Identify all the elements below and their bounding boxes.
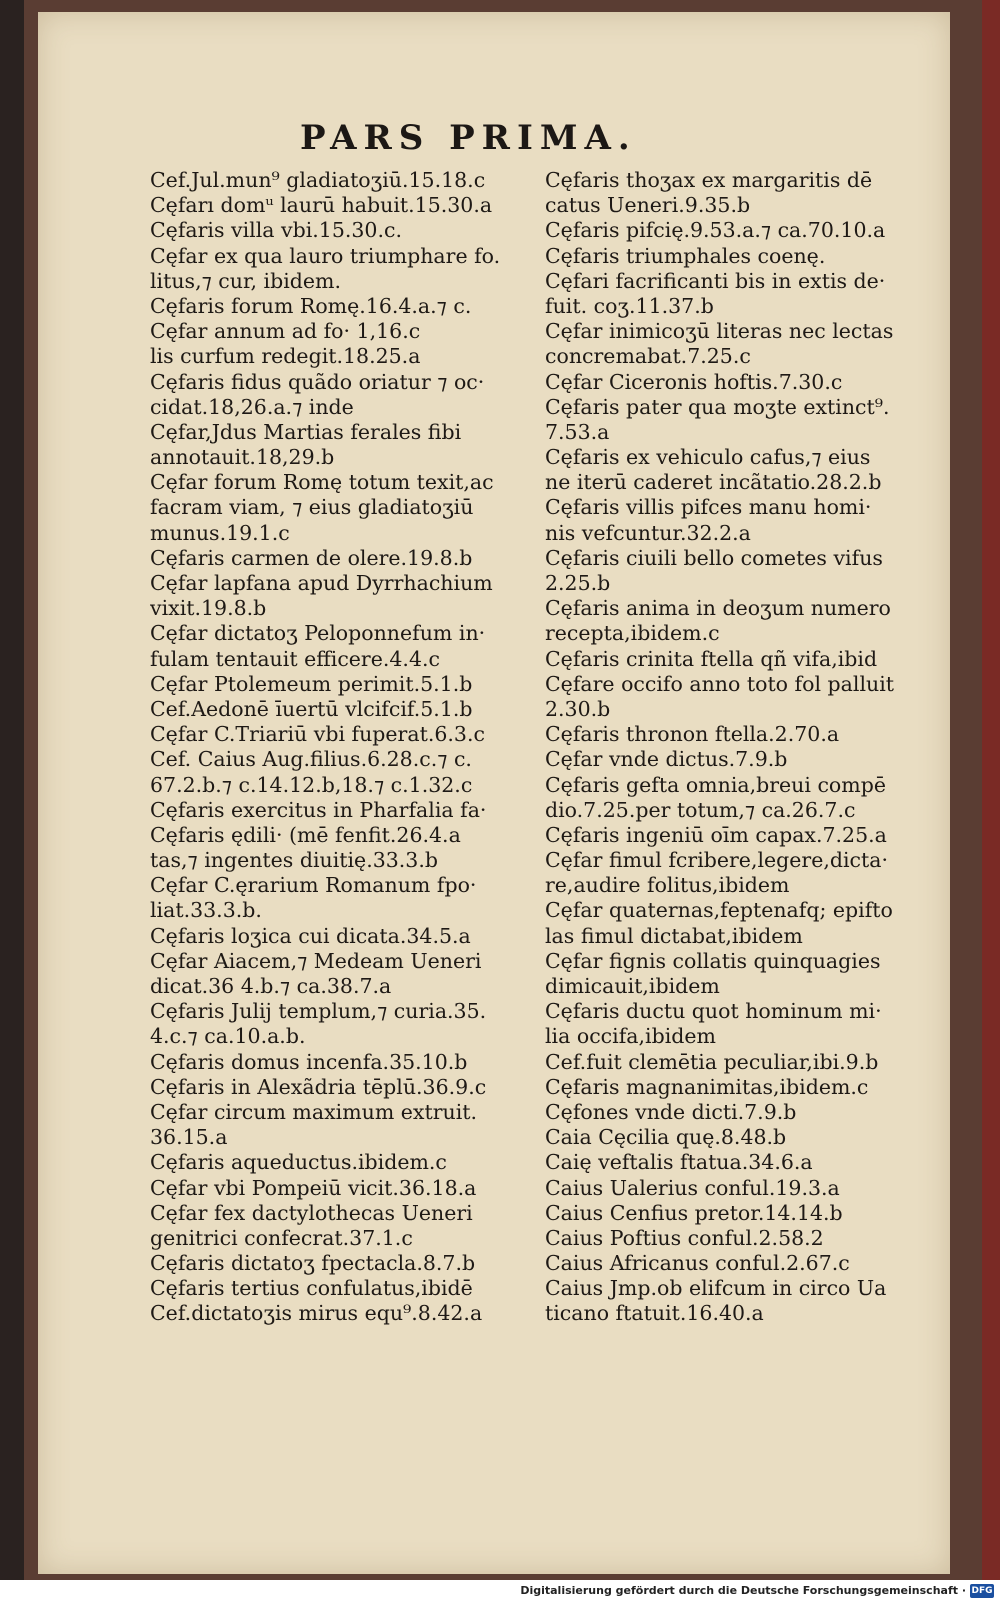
index-entry-line: tas,⁊ ingentes diuitię.33.3.b	[150, 848, 438, 873]
index-entry-line: ne iterū caderet incãtatio.28.2.b	[545, 470, 882, 495]
index-entry-line: Cęfaris ingeniū oīm capax.7.25.a	[545, 822, 887, 847]
index-entry-line: Cęfaris Julij templum,⁊ curia.35.	[150, 999, 487, 1024]
index-entry-line: Cęfar vnde dictus.7.9.b	[545, 747, 788, 772]
index-entry-line: Cęfar quaternas,feptenafq; epifto	[545, 898, 893, 923]
index-entry-line: 2.25.b	[545, 571, 611, 595]
index-entry-line: lis curfum redegit.18.25.a	[150, 344, 421, 369]
index-entry-line: Cef.Aedonē īuertū vlcifcif.5.1.b	[150, 696, 473, 721]
index-entry-line: Cęfar Aiacem,⁊ Medeam Ueneri	[150, 948, 482, 973]
index-entry-line: Cef.fuit clemētia peculiar,ibi.9.b	[545, 1049, 879, 1074]
index-entry-line: fuit. coʒ.11.37.b	[545, 293, 714, 318]
index-entry-line: nis vefcuntur.32.2.a	[545, 520, 751, 545]
index-entry-line: Cęfaris thronon ftella.2.70.a	[545, 722, 840, 747]
index-entry-line: Cęfar circum maximum extruit.	[150, 1099, 478, 1124]
index-column-right	[545, 168, 940, 1327]
index-entry-line: Cęfar fimul fcribere,legere,dicta·	[545, 848, 888, 873]
index-entry-line: Cęfaris gefta omnia,breui compē	[545, 772, 886, 797]
index-entry-line: Cęfaris magnanimitas,ibidem.c	[545, 1074, 869, 1099]
index-entry-line: Cęfaris domus incenfa.35.10.b	[150, 1049, 468, 1074]
index-entry-line: Cęfar fex dactylothecas Ueneri	[150, 1200, 473, 1225]
index-entry-line: Cęfar C.Triariū vbi fuperat.6.3.c	[150, 722, 485, 747]
index-entry-line: Cęfar forum Romę totum texit,ac	[150, 470, 494, 495]
index-entry-line: Cef.Jul.mun⁹ gladiatoʒiū.15.18.c	[150, 168, 486, 192]
index-entry-line: liat.33.3.b.	[150, 898, 262, 923]
index-entry-line: Cęfaris forum Romę.16.4.a.⁊ c.	[150, 293, 472, 318]
funding-credit: Digitalisierung gefördert durch die Deutsche Forschungsgemeinschaft ·	[520, 1584, 966, 1597]
index-entry-line: dicat.36 4.b.⁊ ca.38.7.a	[150, 974, 392, 998]
index-entry-line: dio.7.25.per totum,⁊ ca.26.7.c	[545, 797, 856, 822]
index-entry-line: 4.c.⁊ ca.10.a.b.	[150, 1024, 306, 1049]
index-entry-line: Cęfar C.ęrarium Romanum fpo·	[150, 873, 477, 898]
index-entry-line: Cęfar ex qua lauro triumphare fo.	[150, 243, 501, 268]
index-entry-line: Cęfar,Jdus Martias ferales fibi	[150, 419, 462, 444]
index-entry-line: Cęfar Ciceronis hoftis.7.30.c	[545, 369, 843, 394]
index-entry-line: facram viam, ⁊ eius gladiatoʒiū	[150, 495, 474, 520]
index-entry-line: concremabat.7.25.c	[545, 344, 751, 369]
index-entry-line: litus,⁊ cur, ibidem.	[150, 268, 342, 293]
index-entry-line: Cęfaris thoʒax ex margaritis dē	[545, 168, 873, 192]
index-entry-line: Caius Africanus conful.2.67.c	[545, 1251, 850, 1276]
index-entry-line: Cęfaris in Alexãdria tēplū.36.9.c	[150, 1074, 487, 1099]
footer-bar	[0, 1580, 1000, 1604]
index-entry-line: munus.19.1.c	[150, 520, 290, 545]
index-entry-line: 36.15.a	[150, 1125, 228, 1150]
index-entry-line: recepta,ibidem.c	[545, 621, 720, 646]
index-entry-line: Cęfaris villis pifces manu homi·	[545, 495, 872, 520]
index-entry-line: Caius Jmp.ob elifcum in circo Ua	[545, 1276, 887, 1301]
index-entry-line: Caia Cęcilia quę.8.48.b	[545, 1125, 787, 1150]
index-entry-line: Cef.dictatoʒis mirus equ⁹.8.42.a	[150, 1301, 483, 1326]
index-entry-line: Cęfaris pater qua moʒte extinct⁹.	[545, 394, 890, 419]
index-entry-line: Cęfaris pifcię.9.53.a.⁊ ca.70.10.a	[545, 218, 886, 243]
index-entry-line: Caię veftalis ftatua.34.6.a	[545, 1150, 813, 1175]
index-entry-line: Cęfaris tertius confulatus,ibidē	[150, 1276, 473, 1301]
index-entry-line: Cęfare occifo anno toto fol palluit	[545, 671, 895, 696]
index-entry-line: Cęfar inimicoʒū literas nec lectas	[545, 319, 894, 344]
dfg-logo: DFG	[971, 1586, 993, 1596]
index-entry-line: annotauit.18,29.b	[150, 445, 335, 470]
page-header: PARS PRIMA.	[300, 118, 637, 158]
index-entry-line: Cęfaris dictatoʒ fpectacla.8.7.b	[150, 1251, 476, 1276]
index-entry-line: Cęfar lapfana apud Dyrrhachium	[150, 571, 493, 595]
index-entry-line: Cęfaris ex vehiculo cafus,⁊ eius	[545, 445, 871, 470]
index-column-left	[150, 168, 542, 1327]
index-entry-line: Cęfaris ędili· (mē fenfit.26.4.a	[150, 822, 461, 847]
index-entry-line: las fimul dictabat,ibidem	[545, 923, 803, 948]
index-entry-line: Caius Cenfius pretor.14.14.b	[545, 1200, 843, 1225]
index-entry-line: Cęfaris villa vbi.15.30.c.	[150, 218, 402, 243]
index-entry-line: vixit.19.8.b	[150, 596, 267, 621]
index-entry-line: genitrici confecrat.37.1.c	[150, 1225, 413, 1250]
index-entry-line: Caius Poftius conful.2.58.2	[545, 1225, 824, 1250]
book-edge	[982, 0, 1000, 1580]
index-entry-line: ticano ftatuit.16.40.a	[545, 1301, 764, 1326]
index-entry-line: Cęfaris fidus quãdo oriatur ⁊ oc·	[150, 369, 485, 394]
index-entry-line: Cęfar Ptolemeum perimit.5.1.b	[150, 671, 473, 696]
index-entry-line: dimicauit,ibidem	[545, 974, 720, 998]
index-entry-line: Cęfaris ductu quot hominum mi·	[545, 999, 882, 1024]
index-entry-line: 67.2.b.⁊ c.14.12.b,18.⁊ c.1.32.c	[150, 772, 473, 797]
index-entry-line: Cef. Caius Aug.filius.6.28.c.⁊ c.	[150, 747, 472, 772]
index-entry-line: Cęfaris aqueductus.ibidem.c	[150, 1150, 447, 1175]
index-entry-line: Cęfaris triumphales coenę.	[545, 243, 826, 268]
index-entry-line: fulam tentauit efficere.4.4.c	[150, 646, 440, 671]
index-entry-line: lia occifa,ibidem	[545, 1024, 716, 1049]
index-entry-line: Cęfaris exercitus in Pharfalia fa·	[150, 797, 487, 822]
index-entry-line: Caius Ualerius conful.19.3.a	[545, 1175, 840, 1200]
index-entry-line: Cęfaris loʒica cui dicata.34.5.a	[150, 923, 471, 948]
index-entry-line: Cęfaris anima in deoʒum numero	[545, 596, 891, 621]
index-entry-line: Cęfaris ciuili bello cometes vifus	[545, 545, 883, 570]
index-entry-line: Cęfar dictatoʒ Peloponnefum in·	[150, 621, 486, 646]
index-entry-line: 2.30.b	[545, 696, 611, 721]
index-entry-line: Cęfones vnde dicti.7.9.b	[545, 1099, 797, 1124]
index-entry-line: Cęfar annum ad fo· 1,16.c	[150, 319, 421, 344]
index-entry-line: Cęfar vbi Pompeiū vicit.36.18.a	[150, 1175, 477, 1200]
index-entry-line: Cęfaris crinita ftella qñ vifa,ibid	[545, 646, 878, 671]
index-entry-line: Cęfari facrificanti bis in extis de·	[545, 268, 886, 293]
index-entry-line: Cęfaris carmen de olere.19.8.b	[150, 545, 473, 570]
index-entry-line: re,audire folitus,ibidem	[545, 873, 790, 898]
index-entry-line: catus Ueneri.9.35.b	[545, 193, 751, 218]
index-entry-line: cidat.18,26.a.⁊ inde	[150, 394, 354, 419]
index-entry-line: Cęfar fignis collatis quinquagies	[545, 948, 881, 973]
index-entry-line: Cęfarı domᵘ laurū habuit.15.30.a	[150, 193, 493, 218]
index-entry-line: 7.53.a	[545, 419, 610, 444]
